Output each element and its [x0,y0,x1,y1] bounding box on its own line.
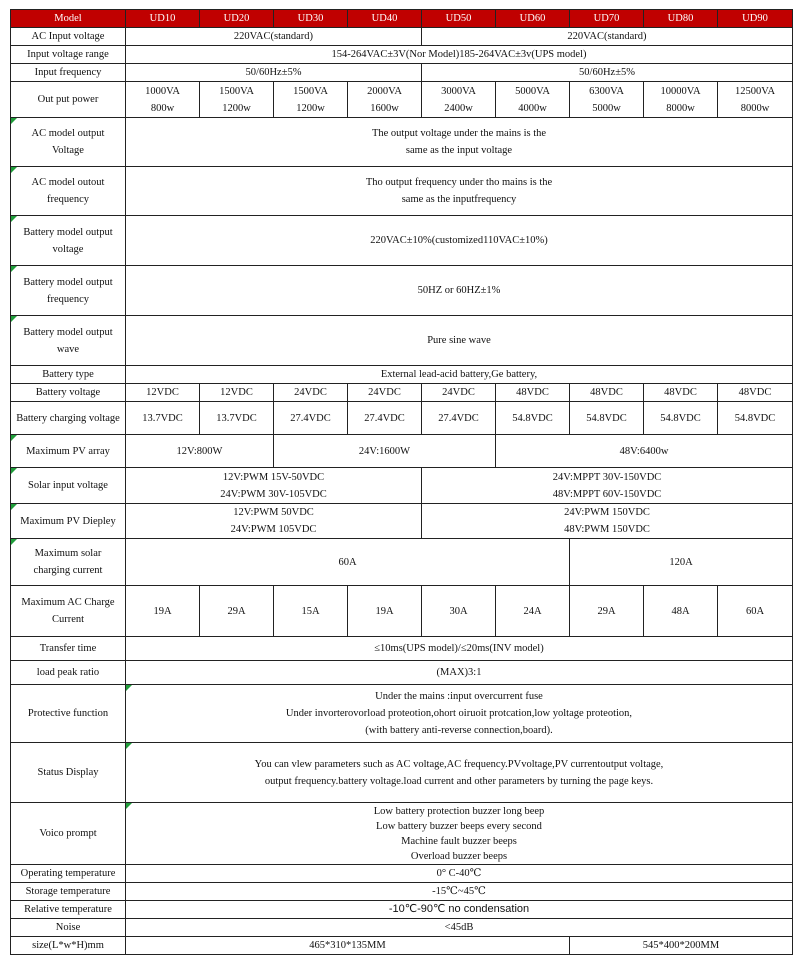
row-label: Protective function [11,685,126,743]
corner-marker-icon [11,266,17,272]
cell-value: 60A [126,539,570,586]
cell-value [126,82,200,118]
row-label: Input frequency [11,64,126,82]
row-load-peak-ratio [11,661,793,685]
cell-value [200,82,274,118]
cell-value: 54.8VDC [570,402,644,435]
row-max-ac-charge [11,586,793,637]
power-w: 4000w [518,102,547,114]
corner-marker-icon [126,685,132,691]
cell-value: Pure sine wave [126,316,793,366]
cell-value: 48A [644,586,718,637]
power-va: 10000VA [660,85,701,97]
row-battery-charging-voltage [11,402,793,435]
corner-marker-icon [11,316,17,322]
cell-value: 48VDC [718,384,793,402]
row-solar-input-voltage [11,468,793,504]
cell-value: 0° C-40℃ [126,865,793,883]
row-label: load peak ratio [11,661,126,685]
cell-value: 154-264VAC±3V(Nor Model)185-264VAC±3v(UPS model) [126,46,793,64]
cell-value [422,82,496,118]
row-ac-output-voltage [11,118,793,167]
power-w: 1600w [370,102,399,114]
cell-value: 12V:PWM 50VDC 24V:PWM 105VDC [126,504,422,539]
cell-value: 24V:1600W [274,435,496,468]
row-label: Battery model output wave [11,316,126,366]
row-relative-temperature [11,901,793,919]
cell-value: 12V:PWM 15V-50VDC 24V:PWM 30V-105VDC [126,468,422,504]
power-va: 6300VA [589,85,624,97]
corner-marker-icon [11,539,17,545]
power-w: 2400w [444,102,473,114]
cell-value: 27.4VDC [274,402,348,435]
cell-value: (MAX)3:1 [126,661,793,685]
power-va: 12500VA [734,85,776,97]
row-ac-input-voltage [11,28,793,46]
cell-value: 27.4VDC [348,402,422,435]
row-voice-prompt [11,803,793,865]
cell-value: 54.8VDC [718,402,793,435]
row-battery-output-wave [11,316,793,366]
row-label: Operating temperature [11,865,126,883]
power-va: 3000VA [441,85,476,97]
cell-value: The output voltage under the mains is the same as the input voltage [126,118,793,167]
header-model: UD10 [126,10,200,28]
header-model: UD30 [274,10,348,28]
power-va: 1500VA [293,85,328,97]
row-label: size(L*w*H)mm [11,937,126,955]
row-label: Voico prompt [11,803,126,865]
corner-marker-icon [11,468,17,474]
header-model: UD70 [570,10,644,28]
cell-value [348,82,422,118]
cell-value: -10℃-90℃ no condensation [126,901,793,919]
cell-value: 24VDC [274,384,348,402]
header-model: UD40 [348,10,422,28]
row-label: Battery voltage [11,384,126,402]
cell-value: 60A [718,586,793,637]
power-w: 800w [150,102,175,114]
header-model: UD20 [200,10,274,28]
row-protective-function [11,685,793,743]
row-label: Storage temperature [11,883,126,901]
cell-value: 48VDC [644,384,718,402]
cell-value: 48VDC [496,384,570,402]
power-va: 5000VA [515,85,550,97]
cell-value [496,82,570,118]
cell-value: 54.8VDC [644,402,718,435]
cell-value: 19A [126,586,200,637]
row-label: Battery model output frequency [11,266,126,316]
row-operating-temperature [11,865,793,883]
cell-value: 220VAC(standard) [422,28,793,46]
cell-value: 12V:800W [126,435,274,468]
power-w: 5000w [592,102,621,114]
cell-value: 465*310*135MM [126,937,570,955]
corner-marker-icon [11,435,17,441]
cell-value: 24VDC [348,384,422,402]
row-label: Noise [11,919,126,937]
corner-marker-icon [126,803,132,809]
cell-value: Low battery protection buzzer long beep Low battery buzzer beeps every second Machine fault buzzer beeps Overload buzzer beeps [126,803,793,865]
cell-value: 24VDC [422,384,496,402]
cell-value: 24V:MPPT 30V-150VDC 48V:MPPT 60V-150VDC [422,468,793,504]
spec-table [10,9,793,955]
cell-value: 220VAC±10%(customized110VAC±10%) [126,216,793,266]
power-w: 1200w [222,102,251,114]
row-input-voltage-range [11,46,793,64]
cell-value: 19A [348,586,422,637]
power-w: 8000w [740,102,770,114]
header-row [11,10,793,28]
corner-marker-icon [11,504,17,510]
row-label: Transfer time [11,637,126,661]
cell-value: 27.4VDC [422,402,496,435]
cell-value: 220VAC(standard) [126,28,422,46]
row-label: Solar input voltage [11,468,126,504]
row-battery-output-frequency [11,266,793,316]
row-max-solar-charging [11,539,793,586]
cell-value: -15℃~45℃ [126,883,793,901]
cell-value: 15A [274,586,348,637]
cell-value: 50/60Hz±5% [422,64,793,82]
cell-value: 12VDC [126,384,200,402]
cell-value [570,82,644,118]
cell-value: 13.7VDC [200,402,274,435]
row-label: Maximum PV array [11,435,126,468]
corner-marker-icon [126,743,132,749]
row-label: AC model output Voltage [11,118,126,167]
power-w: 8000w [666,102,695,114]
cell-value: You can vlew parameters such as AC voltage,AC frequency.PVvoltage,PV currentoutput voltage, output frequency.battery voltage.load current and other parameters by turning the page keys. [126,743,793,803]
cell-value: 545*400*200MM [570,937,793,955]
row-storage-temperature [11,883,793,901]
corner-marker-icon [11,118,17,124]
cell-value: 24A [496,586,570,637]
cell-value: Under the mains :input overcurrent fuse Under invorterovorload proteotion,ohort oiruoit protcation,low yoltage proteotion, (with battery anti-reverse connection,board). [126,685,793,743]
row-size [11,937,793,955]
cell-value: <45dB [126,919,793,937]
row-label: Status Display [11,743,126,803]
row-input-frequency [11,64,793,82]
cell-value: 29A [200,586,274,637]
row-status-display [11,743,793,803]
cell-value: 54.8VDC [496,402,570,435]
cell-value: ≤10ms(UPS model)/≤20ms(INV model) [126,637,793,661]
header-model: UD50 [422,10,496,28]
row-max-pv-array [11,435,793,468]
row-label: Battery type [11,366,126,384]
power-va: 1500VA [219,85,254,97]
cell-value: 50HZ or 60HZ±1% [126,266,793,316]
spec-sheet [10,9,792,955]
corner-marker-icon [11,167,17,173]
header-model: UD80 [644,10,718,28]
power-w: 1200w [296,102,325,114]
cell-value: 120A [570,539,793,586]
power-va: 2000VA [367,85,402,97]
row-transfer-time [11,637,793,661]
row-label: Input voltage range [11,46,126,64]
header-model: UD60 [496,10,570,28]
cell-value: 48VDC [570,384,644,402]
row-label: AC model outout frequency [11,167,126,216]
cell-value: 30A [422,586,496,637]
cell-value: 48V:6400w [496,435,793,468]
corner-marker-icon [11,216,17,222]
row-battery-type [11,366,793,384]
cell-value: 12VDC [200,384,274,402]
row-max-pv-display [11,504,793,539]
row-label: Maximum PV Diepley [11,504,126,539]
row-label: Out put power [11,82,126,118]
cell-value: 29A [570,586,644,637]
row-label: Relative temperature [11,901,126,919]
row-label: Battery model output voltage [11,216,126,266]
cell-value: External lead-acid battery,Ge battery, [126,366,793,384]
cell-value [644,82,718,118]
cell-value: 24V:PWM 150VDC 48V:PWM 150VDC [422,504,793,539]
row-noise [11,919,793,937]
header-model: UD90 [718,10,793,28]
row-battery-output-voltage [11,216,793,266]
cell-value [274,82,348,118]
row-label: Maximum AC Charge Current [11,586,126,637]
cell-value: Tho output frequency under tho mains is the same as the inputfrequency [126,167,793,216]
cell-value [718,82,793,118]
row-label: Battery charging voltage [11,402,126,435]
row-battery-voltage [11,384,793,402]
header-model-label: Model [11,10,126,28]
row-label: AC Input voltage [11,28,126,46]
row-ac-output-frequency [11,167,793,216]
cell-value: 50/60Hz±5% [126,64,422,82]
power-va: 1000VA [145,85,180,97]
cell-value: 13.7VDC [126,402,200,435]
row-output-power [11,82,793,118]
row-label: Maximum solar charging current [11,539,126,586]
